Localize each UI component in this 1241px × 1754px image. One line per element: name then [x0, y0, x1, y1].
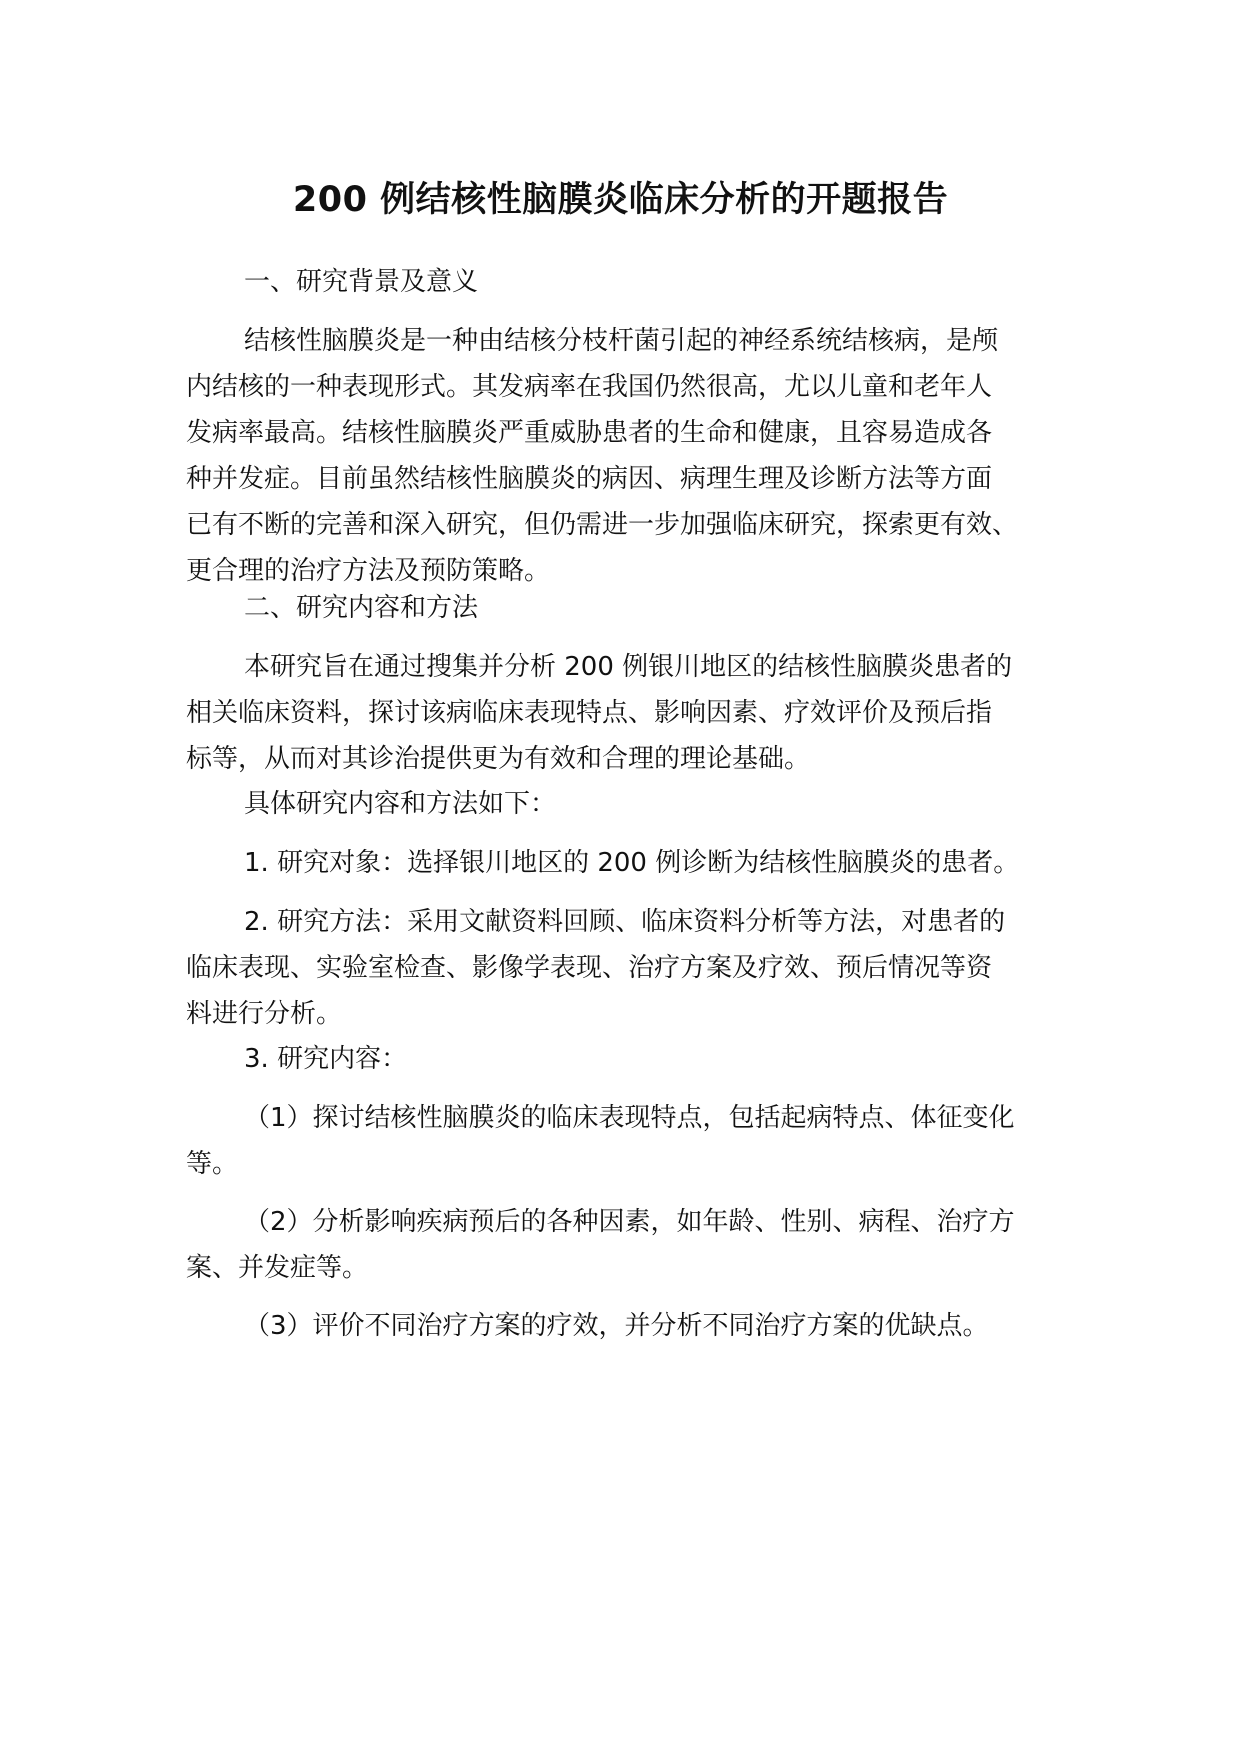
paragraph-line: 具体研究内容和方法如下： — [244, 789, 557, 819]
paragraph-line: 相关临床资料，探讨该病临床表现特点、影响因素、疗效评价及预后指 — [186, 698, 993, 728]
section-heading: 二、研究内容和方法 — [244, 593, 479, 623]
section-heading: 一、研究背景及意义 — [244, 267, 479, 297]
paragraph-line: （2）分析影响疾病预后的各种因素，如年龄、性别、病程、治疗方 — [244, 1207, 1015, 1237]
sub-item-3 — [186, 1303, 1066, 1349]
paragraph-line: 种并发症。目前虽然结核性脑膜炎的病因、病理生理及诊断方法等方面 — [186, 464, 993, 494]
paragraph-line: 结核性脑膜炎是一种由结核分枝杆菌引起的神经系统结核病，是颅 — [244, 326, 999, 356]
sub-item-2 — [186, 1199, 1066, 1291]
paragraph-line: 3. 研究内容： — [244, 1044, 408, 1074]
paragraph-line: 料进行分析。 — [186, 999, 343, 1029]
paragraph-line: 案、并发症等。 — [186, 1253, 369, 1283]
paragraph-line: 内结核的一种表现形式。其发病率在我国仍然很高，尤以儿童和老年人 — [186, 372, 993, 402]
list-item-subjects — [186, 840, 1066, 886]
paragraph-line: 标等，从而对其诊治提供更为有效和合理的理论基础。 — [186, 744, 811, 774]
paragraph-background — [186, 318, 1066, 594]
section-heading-methods — [186, 585, 1066, 631]
paragraph-line: 发病率最高。结核性脑膜炎严重威胁患者的生命和健康，且容易造成各 — [186, 418, 993, 448]
list-item-methods — [186, 899, 1066, 1037]
paragraph-intro-list — [186, 781, 1066, 827]
paragraph-study-aim — [186, 644, 1066, 782]
document-title: 200 例结核性脑膜炎临床分析的开题报告 — [292, 180, 949, 220]
paragraph-line: 已有不断的完善和深入研究，但仍需进一步加强临床研究，探索更有效、 — [186, 510, 1019, 540]
paragraph-line: （1）探讨结核性脑膜炎的临床表现特点，包括起病特点、体征变化 — [244, 1103, 1015, 1133]
paragraph-line: 更合理的治疗方法及预防策略。 — [186, 556, 551, 586]
paragraph-line: 等。 — [186, 1149, 239, 1179]
paragraph-line: 1. 研究对象：选择银川地区的 200 例诊断为结核性脑膜炎的患者。 — [244, 848, 1020, 878]
paragraph-line: 本研究旨在通过搜集并分析 200 例银川地区的结核性脑膜炎患者的 — [244, 652, 1013, 682]
list-item-contents — [186, 1036, 1066, 1082]
paragraph-line: 2. 研究方法：采用文献资料回顾、临床资料分析等方法，对患者的 — [244, 907, 1006, 937]
paragraph-line: （3）评价不同治疗方案的疗效，并分析不同治疗方案的优缺点。 — [244, 1311, 989, 1341]
sub-item-1 — [186, 1095, 1066, 1187]
paragraph-line: 临床表现、实验室检查、影像学表现、治疗方案及疗效、预后情况等资 — [186, 953, 993, 983]
section-heading-background — [186, 259, 1066, 305]
